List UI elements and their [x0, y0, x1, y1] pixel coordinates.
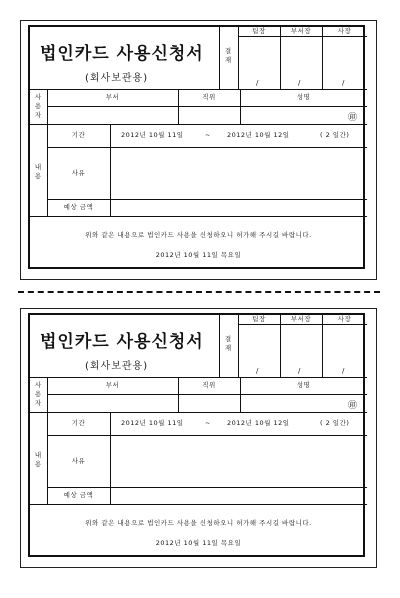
dept-header: 부서	[105, 93, 120, 101]
approver-dept-head: 부서장	[290, 315, 312, 323]
period-end: 2012년 10월 12일	[227, 131, 290, 139]
approver-ceo: 사장	[337, 315, 352, 323]
user-label: 사용자	[34, 93, 42, 119]
period-label: 기간	[71, 419, 86, 427]
request-date: 2012년 10월 11일 목요일	[155, 251, 242, 259]
approval-slash: /	[342, 79, 345, 87]
request-text: 위와 같은 내용으로 법인카드 사용을 신청하오니 허가해 주시길 바랍니다.	[85, 231, 312, 239]
card-request-form-1	[20, 20, 377, 280]
period-start: 2012년 10월 11일	[121, 131, 184, 139]
name-header: 성명	[296, 381, 311, 389]
approver-team-lead: 팀장	[252, 315, 266, 323]
amount-label: 예상 금액	[63, 491, 94, 499]
seal-mark: ㊞	[348, 113, 358, 123]
cut-line	[18, 291, 380, 293]
content-label: 내용	[34, 163, 42, 180]
period-end: 2012년 10월 12일	[227, 419, 290, 427]
approval-slash: /	[256, 79, 259, 87]
approval-slash: /	[298, 79, 301, 87]
period-tilde: ~	[205, 131, 211, 139]
approval-slash: /	[298, 367, 301, 375]
reason-label: 사유	[71, 169, 86, 177]
reason-label: 사유	[71, 457, 86, 465]
form-frame	[28, 25, 365, 269]
position-header: 직위	[202, 93, 216, 101]
card-request-form-2	[20, 308, 377, 568]
amount-label: 예상 금액	[63, 203, 94, 211]
form-subtitle: (회사보관용)	[85, 73, 149, 84]
request-date: 2012년 10월 11일 목요일	[155, 539, 242, 547]
period-days: ( 2 일간)	[320, 131, 350, 139]
form-title: 법인카드 사용신청서	[40, 44, 204, 64]
form-frame	[28, 313, 365, 557]
period-label: 기간	[71, 131, 86, 139]
dept-header: 부서	[105, 381, 120, 389]
period-tilde: ~	[205, 419, 211, 427]
user-label: 사용자	[34, 381, 42, 407]
name-header: 성명	[296, 93, 311, 101]
approver-ceo: 사장	[337, 27, 352, 35]
approver-team-lead: 팀장	[252, 27, 266, 35]
period-days: ( 2 일간)	[320, 419, 350, 427]
request-text: 위와 같은 내용으로 법인카드 사용을 신청하오니 허가해 주시길 바랍니다.	[85, 519, 312, 527]
position-header: 직위	[202, 381, 216, 389]
approval-slash: /	[256, 367, 259, 375]
approval-label: 결재	[224, 47, 232, 64]
form-title: 법인카드 사용신청서	[40, 332, 204, 352]
form-subtitle: (회사보관용)	[85, 361, 149, 372]
seal-mark: ㊞	[348, 401, 358, 411]
content-label: 내용	[34, 451, 42, 468]
approval-label: 결재	[224, 335, 232, 352]
approver-dept-head: 부서장	[290, 27, 312, 35]
approval-slash: /	[342, 367, 345, 375]
period-start: 2012년 10월 11일	[121, 419, 184, 427]
